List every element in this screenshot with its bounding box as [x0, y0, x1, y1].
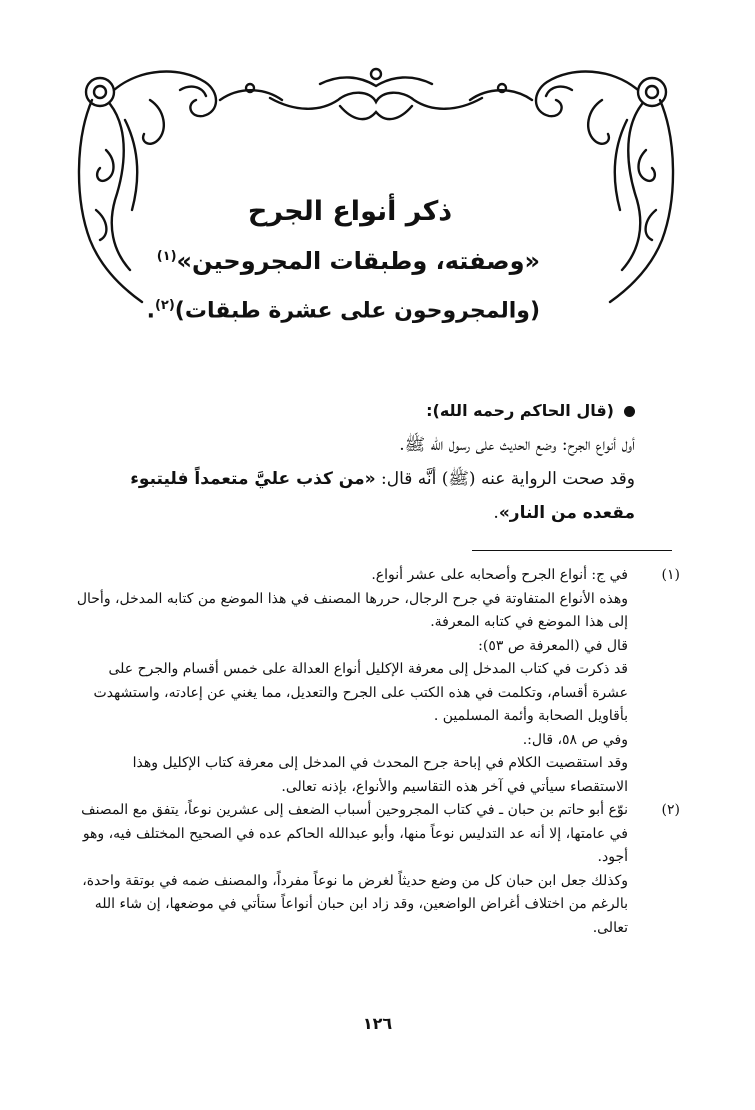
- footnote-paragraph: في ج: أنواع الجرح وأصحابه على عشر أنواع.: [371, 567, 628, 583]
- footnote-paragraph: وقد استقصيت الكلام في إباحة جرح المحدث في المدخل إلى معرفة كتاب الإكليل وهذا الاستقصاء سيأتي في آخر هذه التقاسيم والأنواع، بإذنه تعالى.: [132, 755, 628, 795]
- title-line-3-end: .: [146, 298, 155, 324]
- footnote-ref-2[interactable]: (٢): [154, 298, 175, 313]
- title-line-1: ذكر أنواع الجرح: [247, 196, 453, 227]
- footnote-2: [75, 799, 680, 940]
- chapter-title: [146, 190, 540, 333]
- footnote-paragraph: وفي ص ٥٨، قال:.: [522, 731, 628, 748]
- hadith-quote: «من كذب عليَّ متعمداً فليتبوء مقعده من النار»: [130, 469, 635, 523]
- title-line-3: [146, 284, 540, 333]
- footnote-1: [75, 564, 680, 799]
- footnote-paragraph: وكذلك جعل ابن حبان كل من وضع حديثاً لغرض ما نوعاً مفرداً، والمصنف ضمه في بوتقة واحدة، بالرغم من اختلاف أغراض الواضعين، وقد زاد ابن حبان أنواعاً ستأتي في موضعها، إن شاء الله تعالى.: [82, 872, 628, 936]
- title-line-2: [156, 234, 540, 284]
- footnote-number: (٢): [661, 802, 680, 818]
- footnote-paragraph: نوّع أبو حاتم بن حبان ـ في كتاب المجروحين أسباب الضعف إلى عشرين نوعاً، يتفق مع المصنف في عامتها، إلا أنه عد التدليس نوعاً منها، وأبو عبدالله الحاكم عده في الصحيح المختلف فيه، وهو أجود.: [81, 802, 628, 865]
- paragraph-2: [75, 462, 635, 530]
- footnote-ref-1[interactable]: (١): [156, 249, 177, 264]
- footnote-paragraph: قد ذكرت في كتاب المدخل إلى معرفة الإكليل أنواع العدالة على خمس أقسام والجرح على عشرة أقسام، وتكلمت في هذه الكتب على الجرح والتعديل، مما يغني عن إعادته، واستشهدت بأقاويل الصحابة وأئمة المسلمين .: [93, 661, 628, 724]
- footnote-paragraph: قال في (المعرفة ص ٥٣):: [478, 637, 628, 654]
- footnotes: [75, 564, 680, 940]
- section-heading-text: (قال الحاكم رحمه الله):: [426, 401, 614, 420]
- paragraph-1: أول أنواع الجرح: وضع الحديث على رسول الله ﷺ.: [399, 435, 635, 455]
- footnote-number: (١): [661, 567, 680, 583]
- section-heading: [75, 394, 635, 428]
- page-number: ١٢٦: [362, 1014, 393, 1033]
- paragraph-2-start: وقد صحت الرواية عنه (ﷺ) أنَّه قال:: [375, 469, 635, 489]
- bullet-icon: [624, 406, 635, 417]
- title-line-3-text: (والمجروحون على عشرة طبقات): [174, 298, 540, 324]
- paragraph-2-end: .: [493, 503, 499, 523]
- main-text: [75, 394, 635, 530]
- footnote-paragraph: وهذه الأنواع المتفاوتة في جرح الرجال، حررها المصنف في هذا الموضع من كتابه المدخل، وأحال إلى هذا الموضع في كتابه المعرفة.: [76, 590, 628, 630]
- footnote-separator: [472, 550, 672, 551]
- title-line-2-text: «وصفته، وطبقات المجروحين»: [176, 247, 540, 275]
